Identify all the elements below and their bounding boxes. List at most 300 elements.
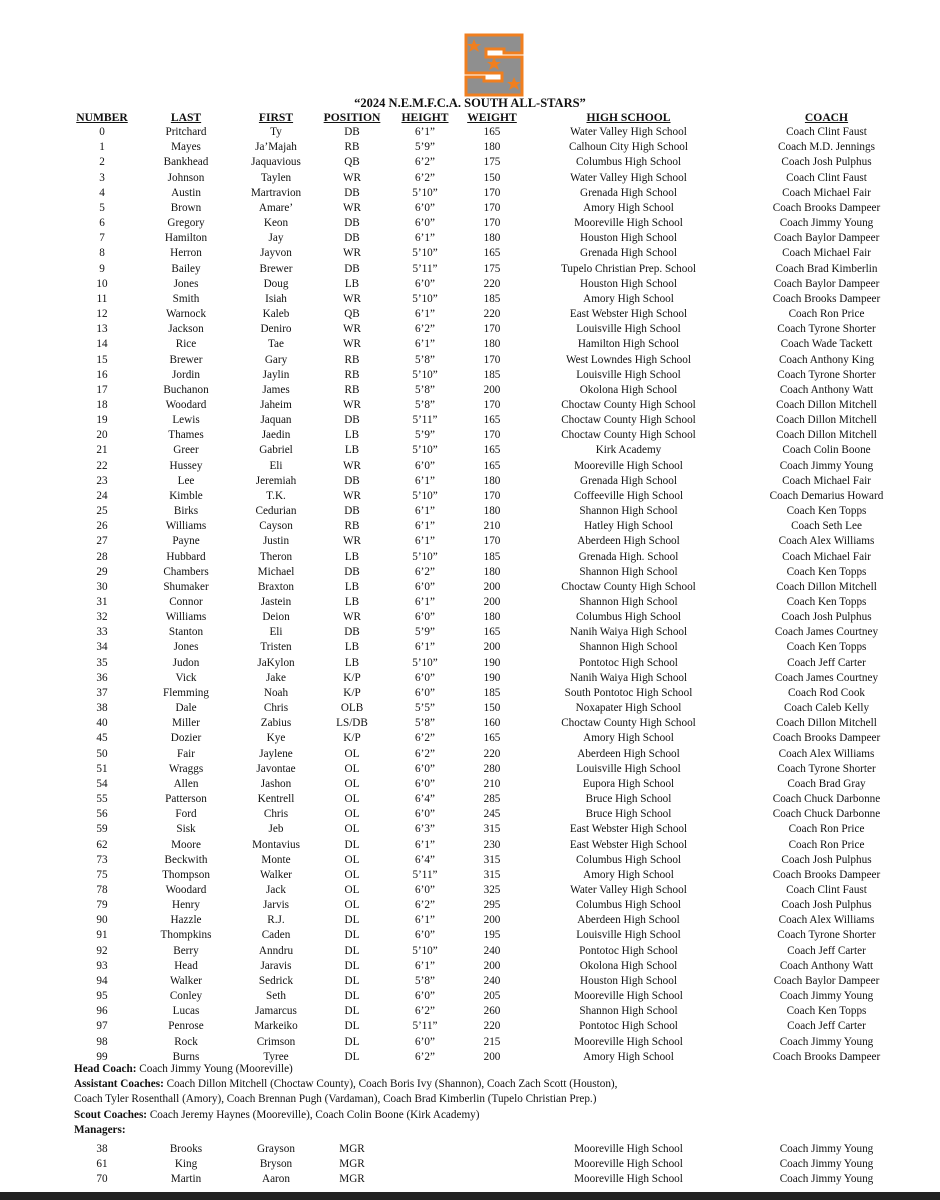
cell-position: RB [344, 368, 360, 381]
player-row [68, 550, 918, 565]
cell-first: Walker [259, 868, 293, 881]
cell-height: 6’0” [415, 201, 435, 214]
cell-first: Jay [268, 232, 284, 245]
manager-row [68, 1157, 918, 1172]
cell-high-school: Columbus High School [575, 156, 682, 169]
cell-last: Thompkins [160, 929, 212, 942]
cell-last: Conley [169, 990, 203, 1003]
cell-first: Kaleb [262, 308, 290, 321]
cell-coach: Coach Michael Fair [782, 474, 871, 487]
cell-high-school: Louisville High School [576, 368, 681, 381]
cell-position: WR [342, 323, 362, 336]
cell-high-school: Water Valley High School [570, 171, 687, 184]
cell-position: DL [344, 914, 360, 927]
player-row [68, 838, 918, 853]
cell-last: Henry [172, 899, 200, 912]
cell-coach: Coach Chuck Darbonne [772, 793, 881, 806]
cell-high-school: Choctaw County High School [561, 717, 696, 730]
cell-high-school: Mooreville High School [574, 459, 683, 472]
cell-high-school: Houston High School [580, 232, 677, 245]
cell-height: 5’10” [412, 247, 438, 260]
cell-first: Jaravis [260, 959, 292, 972]
player-row [68, 928, 918, 943]
roster-table [68, 110, 918, 1065]
cell-first: Taylen [260, 171, 292, 184]
cell-high-school: Columbus High School [575, 611, 682, 624]
cell-height: 5’11” [412, 262, 438, 275]
cell-number: 38 [96, 702, 108, 715]
cell-first: Jack [266, 883, 286, 896]
cell-first: Jayvon [260, 247, 292, 260]
cell-coach: Coach Josh Pulphus [781, 156, 872, 169]
cell-number: 25 [96, 505, 108, 518]
cell-height: 6’4” [415, 853, 435, 866]
cell-coach: Coach Josh Pulphus [781, 611, 872, 624]
cell-high-school: Choctaw County High School [561, 414, 696, 427]
cell-weight: 200 [483, 1050, 501, 1063]
cell-coach: Coach Rod Cook [787, 686, 866, 699]
column-header-coach: COACH [804, 111, 849, 124]
cell-first: Amare’ [258, 201, 294, 214]
player-row [68, 868, 918, 883]
cell-weight: 165 [483, 247, 501, 260]
cell-position: LB [344, 550, 360, 563]
cell-weight: 315 [483, 853, 501, 866]
cell-number: 34 [96, 641, 108, 654]
player-row [68, 747, 918, 762]
cell-height: 5’10” [412, 444, 438, 457]
cell-number: 91 [96, 929, 108, 942]
cell-high-school: Mooreville High School [574, 1143, 683, 1155]
cell-height: 6’1” [415, 641, 435, 654]
head-coach-line [74, 1062, 914, 1077]
cell-height: 6’1” [415, 308, 435, 321]
cell-height: 6’1” [415, 505, 435, 518]
cell-first: Jeb [268, 823, 284, 836]
cell-first: Grayson [257, 1143, 295, 1155]
cell-high-school: Aberdeen High School [577, 747, 680, 760]
cell-position: DL [344, 929, 360, 942]
player-row [68, 246, 918, 261]
cell-weight: 180 [483, 505, 501, 518]
cell-number: 97 [96, 1020, 108, 1033]
cell-last: Miller [172, 717, 200, 730]
cell-last: Sisk [176, 823, 196, 836]
cell-height: 6’2” [415, 899, 435, 912]
cell-high-school: Shannon High School [579, 1005, 678, 1018]
cell-high-school: Mooreville High School [574, 1035, 683, 1048]
cell-number: 35 [96, 656, 108, 669]
cell-last: Jackson [168, 323, 204, 336]
player-row [68, 959, 918, 974]
cell-weight: 185 [483, 292, 501, 305]
player-row [68, 883, 918, 898]
cell-weight: 240 [483, 944, 501, 957]
cell-number: 5 [99, 201, 105, 214]
cell-coach: Coach Jimmy Young [779, 1035, 874, 1048]
cell-last: Chambers [163, 565, 209, 578]
cell-weight [462, 1157, 522, 1172]
cell-position: RB [344, 383, 360, 396]
cell-last: Williams [165, 611, 207, 624]
cell-first: Aaron [262, 1173, 290, 1186]
cell-coach: Coach Jimmy Young [779, 459, 874, 472]
cell-coach: Coach Tyrone Shorter [777, 762, 876, 775]
cell-height: 6’0” [415, 883, 435, 896]
cell-last: Jordin [172, 368, 200, 381]
player-row [68, 595, 918, 610]
cell-number: 6 [99, 217, 105, 230]
cell-high-school: East Webster High School [569, 838, 688, 851]
cell-number: 99 [96, 1050, 108, 1063]
cell-coach: Coach Alex Williams [778, 747, 875, 760]
cell-weight: 165 [483, 444, 501, 457]
cell-number: 61 [96, 1158, 108, 1171]
cell-weight: 185 [483, 686, 501, 699]
cell-last: Brewer [169, 353, 203, 366]
cell-number: 33 [96, 626, 108, 639]
cell-number: 3 [99, 171, 105, 184]
cell-high-school: Columbus High School [575, 899, 682, 912]
cell-weight [462, 1142, 522, 1157]
cell-height: 6’0” [415, 459, 435, 472]
cell-position: LB [344, 277, 360, 290]
cell-last: King [174, 1158, 198, 1171]
cell-number: 79 [96, 899, 108, 912]
cell-weight: 260 [483, 1005, 501, 1018]
cell-weight: 150 [483, 702, 501, 715]
player-row [68, 701, 918, 716]
cell-first: Seth [266, 990, 286, 1003]
cell-high-school: Hamilton High School [577, 338, 680, 351]
cell-coach: Coach Ken Topps [786, 641, 867, 654]
player-row [68, 686, 918, 701]
assistant-coaches-label: Assistant Coaches: [74, 1078, 164, 1091]
cell-number: 18 [96, 398, 108, 411]
cell-first: Zabius [260, 717, 292, 730]
cell-height: 5’10” [412, 944, 438, 957]
cell-last: Thompson [162, 868, 210, 881]
cell-first: Bryson [259, 1158, 293, 1171]
cell-number: 55 [96, 793, 108, 806]
player-row [68, 640, 918, 655]
cell-last: Walker [169, 974, 203, 987]
cell-last: Hazzle [170, 914, 202, 927]
player-row [68, 853, 918, 868]
cell-height: 5’9” [415, 626, 435, 639]
player-row [68, 807, 918, 822]
player-row [68, 762, 918, 777]
cell-number: 12 [96, 308, 108, 321]
player-row [68, 413, 918, 428]
cell-first: T.K. [266, 489, 286, 502]
cell-position: LB [344, 429, 360, 442]
cell-high-school: Choctaw County High School [561, 429, 696, 442]
cell-number: 36 [96, 671, 108, 684]
cell-last: Herron [170, 247, 202, 260]
cell-weight: 160 [483, 717, 501, 730]
cell-height: 5’8” [415, 717, 435, 730]
cell-first: Kentrell [257, 793, 295, 806]
cell-height: 6’0” [415, 580, 435, 593]
cell-height: 6’1” [415, 838, 435, 851]
cell-number: 29 [96, 565, 108, 578]
cell-position: OL [344, 823, 360, 836]
cell-last: Dozier [170, 732, 202, 745]
cell-last: Vick [175, 671, 197, 684]
player-row [68, 307, 918, 322]
cell-first: Kye [266, 732, 286, 745]
player-row [68, 944, 918, 959]
cell-number: 0 [99, 126, 105, 139]
cell-high-school: Louisville High School [576, 323, 681, 336]
cell-position: DL [344, 990, 360, 1003]
cell-number: 92 [96, 944, 108, 957]
cell-weight: 315 [483, 868, 501, 881]
cell-number: 1 [99, 141, 105, 154]
cell-weight: 210 [483, 777, 501, 790]
cell-weight: 185 [483, 550, 501, 563]
cell-coach: Coach Michael Fair [782, 186, 871, 199]
cell-coach: Coach Jeff Carter [787, 944, 866, 957]
cell-weight: 315 [483, 823, 501, 836]
cell-weight: 220 [483, 747, 501, 760]
cell-position: MGR [339, 1158, 365, 1171]
cell-weight [462, 1172, 522, 1187]
cell-first: Cedurian [255, 505, 297, 518]
cell-height: 6’2” [415, 1005, 435, 1018]
cell-weight: 170 [483, 398, 501, 411]
cell-first: Crimson [256, 1035, 296, 1048]
cell-height: 6’0” [415, 762, 435, 775]
managers-label: Managers: [74, 1123, 126, 1136]
cell-number: 10 [96, 277, 108, 290]
cell-coach: Coach Wade Tackett [780, 338, 873, 351]
cell-first: Ty [270, 126, 282, 139]
player-row [68, 1004, 918, 1019]
cell-height: 6’1” [415, 535, 435, 548]
player-row [68, 277, 918, 292]
cell-first: Eli [269, 626, 283, 639]
cell-last: Burns [172, 1050, 200, 1063]
cell-weight: 230 [483, 838, 501, 851]
player-row [68, 322, 918, 337]
cell-height: 5’10” [412, 550, 438, 563]
cell-coach: Coach Dillon Mitchell [776, 414, 877, 427]
cell-height: 6’1” [415, 232, 435, 245]
cell-high-school: Pontotoc High School [579, 1020, 678, 1033]
player-row [68, 989, 918, 1004]
managers-table [68, 1142, 918, 1187]
player-row [68, 155, 918, 170]
player-row [68, 337, 918, 352]
cell-high-school: Choctaw County High School [561, 398, 696, 411]
cell-height [388, 1157, 462, 1172]
cell-coach: Coach Alex Williams [778, 914, 875, 927]
cell-coach: Coach Jimmy Young [779, 217, 874, 230]
cell-first: Jashon [260, 777, 292, 790]
cell-last: Warnock [165, 308, 207, 321]
cell-coach: Coach Jimmy Young [779, 1173, 874, 1186]
player-row [68, 292, 918, 307]
scout-coaches-text: Coach Jeremy Haynes (Mooreville), Coach Colin Boone (Kirk Academy) [147, 1108, 480, 1121]
cell-first: Brewer [259, 262, 293, 275]
cell-coach: Coach Tyrone Shorter [777, 368, 876, 381]
cell-high-school: Amory High School [583, 868, 674, 881]
cell-high-school: Shannon High School [579, 505, 678, 518]
cell-last: Mayes [171, 141, 201, 154]
player-row [68, 262, 918, 277]
cell-number: 94 [96, 974, 108, 987]
cell-last: Rock [174, 1035, 198, 1048]
player-row [68, 898, 918, 913]
cell-high-school: Nanih Waiya High School [569, 671, 688, 684]
cell-first: Montavius [252, 838, 300, 851]
cell-height: 5’11” [412, 414, 438, 427]
cell-last: Pritchard [165, 126, 207, 139]
cell-first: Jake [266, 671, 286, 684]
cell-coach: Coach Ken Topps [786, 565, 867, 578]
cell-coach: Coach Brooks Dampeer [772, 1050, 881, 1063]
cell-last: Dale [175, 702, 197, 715]
cell-weight: 165 [483, 126, 501, 139]
cell-coach: Coach Michael Fair [782, 550, 871, 563]
cell-last: Wraggs [168, 762, 204, 775]
cell-first: Jeremiah [255, 474, 297, 487]
cell-first: Markeiko [254, 1020, 298, 1033]
cell-position: LB [344, 656, 360, 669]
cell-weight: 240 [483, 974, 501, 987]
cell-coach: Coach Michael Fair [782, 247, 871, 260]
cell-coach: Coach Baylor Dampeer [773, 277, 880, 290]
cell-last: Flemming [163, 686, 209, 699]
cell-number: 70 [96, 1173, 108, 1186]
cell-high-school: Bruce High School [585, 808, 672, 821]
cell-weight: 150 [483, 171, 501, 184]
cell-number: 17 [96, 383, 108, 396]
cell-height: 5’9” [415, 429, 435, 442]
cell-position: WR [342, 459, 362, 472]
cell-position: WR [342, 171, 362, 184]
cell-number: 21 [96, 444, 108, 457]
cell-number: 75 [96, 868, 108, 881]
scout-coaches-line [74, 1108, 914, 1123]
cell-number: 45 [96, 732, 108, 745]
cell-number: 7 [99, 232, 105, 245]
cell-position: LB [344, 596, 360, 608]
cell-first: James [262, 383, 290, 396]
cell-high-school: Okolona High School [579, 383, 678, 396]
cell-first: Sedrick [258, 974, 294, 987]
cell-first: Anndru [258, 944, 294, 957]
player-row [68, 716, 918, 731]
cell-coach: Coach Baylor Dampeer [773, 974, 880, 987]
cell-high-school: Pontotoc High School [579, 656, 678, 669]
cell-position: LB [344, 444, 360, 457]
cell-number: 26 [96, 520, 108, 533]
cell-last: Beckwith [164, 853, 208, 866]
cell-high-school: Okolona High School [579, 959, 678, 972]
cell-height: 6’0” [415, 217, 435, 230]
cell-height: 5’10” [412, 368, 438, 381]
cell-last: Austin [171, 186, 201, 199]
cell-height: 6’3” [415, 823, 435, 836]
cell-position: K/P [343, 671, 361, 684]
head-coach-text: Coach Jimmy Young (Mooreville) [136, 1063, 293, 1075]
cell-number: 16 [96, 368, 108, 381]
cell-high-school: Houston High School [580, 974, 677, 987]
cell-first: Jastein [260, 596, 292, 608]
cell-high-school: Kirk Academy [595, 444, 662, 457]
column-header-position: POSITION [323, 111, 381, 124]
cell-number: 37 [96, 686, 108, 699]
cell-high-school: Mooreville High School [574, 217, 683, 230]
cell-number: 13 [96, 323, 108, 336]
cell-position: OL [344, 777, 360, 790]
cell-last: Berry [173, 944, 199, 957]
cell-weight: 200 [483, 596, 501, 608]
cell-height: 6’2” [415, 747, 435, 760]
cell-position: OL [344, 868, 360, 881]
manager-row [68, 1142, 918, 1157]
cell-height: 6’2” [415, 732, 435, 745]
cell-height: 6’2” [415, 171, 435, 184]
cell-high-school: Water Valley High School [570, 883, 687, 896]
cell-weight: 165 [483, 459, 501, 472]
cell-first: Javontae [256, 762, 296, 775]
cell-height: 6’1” [415, 914, 435, 927]
cell-high-school: Choctaw County High School [561, 580, 696, 593]
cell-weight: 190 [483, 671, 501, 684]
cell-high-school: Grenada High School [580, 247, 677, 260]
cell-weight: 200 [483, 641, 501, 654]
cell-position: DL [344, 1020, 360, 1033]
cell-number: 95 [96, 990, 108, 1003]
cell-position: QB [344, 156, 360, 169]
player-row [68, 731, 918, 746]
cell-last: Johnson [167, 171, 205, 184]
cell-last: Stanton [168, 626, 204, 639]
cell-position: DB [344, 474, 360, 487]
cell-first: Chris [263, 808, 289, 821]
player-row [68, 1019, 918, 1034]
cell-first: Tyree [263, 1050, 289, 1063]
cell-position: WR [342, 535, 362, 548]
cell-weight: 175 [483, 156, 501, 169]
cell-first: Ja’Majah [255, 141, 297, 154]
cell-coach: Coach Dillon Mitchell [776, 580, 877, 593]
cell-weight: 170 [483, 201, 501, 214]
cell-last: Hubbard [166, 550, 206, 563]
cell-number: 38 [96, 1143, 108, 1155]
cell-position: DB [344, 232, 360, 245]
cell-last: Patterson [165, 793, 207, 806]
cell-weight: 180 [483, 474, 501, 487]
cell-first: Keon [263, 217, 289, 230]
cell-high-school: Nanih Waiya High School [569, 626, 688, 639]
cell-coach: Coach Clint Faust [786, 171, 867, 184]
cell-weight: 200 [483, 914, 501, 927]
cell-first: Martravion [250, 186, 302, 199]
cell-number: 54 [96, 777, 108, 790]
cell-number: 9 [99, 262, 105, 275]
cell-number: 90 [96, 914, 108, 927]
cell-height: 6’0” [415, 611, 435, 624]
manager-row [68, 1172, 918, 1187]
cell-last: Williams [165, 520, 207, 533]
cell-weight: 165 [483, 626, 501, 639]
cell-position: LS/DB [336, 717, 368, 730]
